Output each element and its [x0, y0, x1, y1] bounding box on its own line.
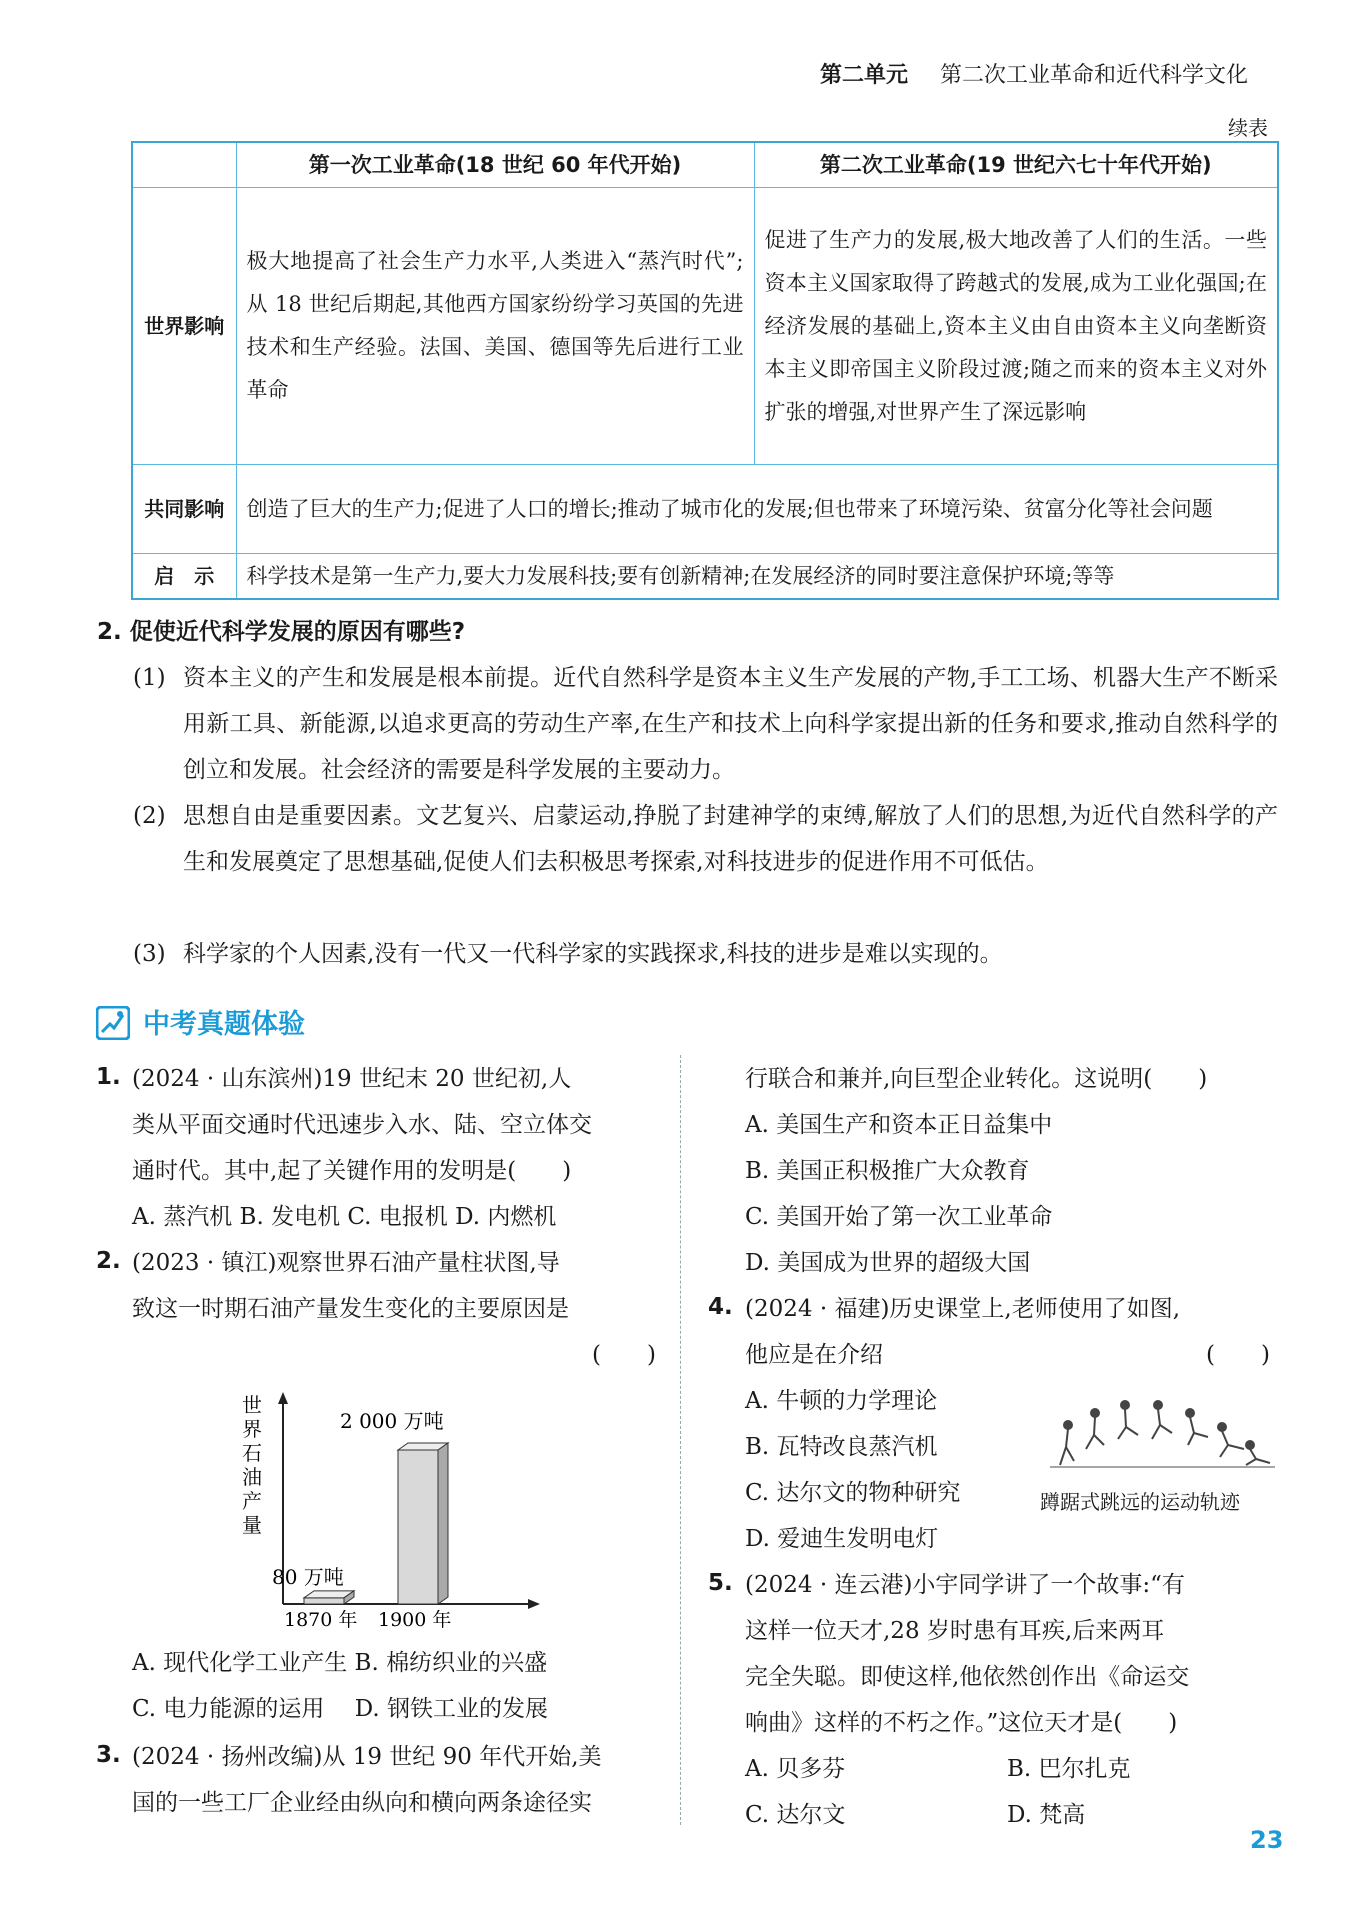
question-line: 通时代。其中,起了关键作用的发明是( ): [132, 1158, 572, 1184]
y-axis-arrow: [278, 1392, 288, 1404]
option-line: B. 美国正积极推广大众教育: [745, 1158, 1030, 1184]
option-row: [745, 1792, 1278, 1838]
question-line: 行联合和兼并,向巨型企业转化。这说明( ): [745, 1066, 1208, 1092]
reason-item-3: [133, 931, 1278, 977]
cell-insight: 科学技术是第一生产力,要大力发展科技;要有创新精神;在发展经济的同时要注意保护环境;等等: [236, 554, 1278, 600]
chart-bar: [304, 1591, 354, 1604]
table-row: [132, 188, 1278, 465]
question-line: (2024 · 扬州改编)从 19 世纪 90 年代开始,美: [132, 1744, 602, 1770]
option-line: C. 达尔文的物种研究: [745, 1480, 961, 1506]
option-line: A. 美国生产和资本正日益集中: [745, 1112, 1053, 1138]
chart-data-label: 80 万吨: [272, 1564, 344, 1589]
row-label-insight: 启 示: [132, 554, 236, 600]
option-line: A. 现代化学工业产生 B. 棉纺织业的兴盛: [132, 1650, 548, 1676]
cell-common-impact: 创造了巨大的生产力;促进了人口的增长;推动了城市化的发展;但也带来了环境污染、贫富分化等社会问题: [236, 465, 1278, 554]
column-divider: [680, 1055, 681, 1825]
chart-ylabel: 世界石油产量: [242, 1393, 262, 1537]
question-line: 完全失聪。即使这样,他依然创作出《命运交: [745, 1664, 1190, 1690]
row-label-world-impact: 世界影响: [132, 188, 236, 465]
question-line: 致这一时期石油产量发生变化的主要原因是: [132, 1296, 569, 1322]
col2-header: 第二次工业革命(19 世纪六七十年代开始): [754, 142, 1278, 188]
cell-first-revolution-impact: 极大地提高了社会生产力水平,人类进入“蒸汽时代”;从 18 世纪后期起,其他西方国家纷纷学习英国的先进技术和生产经验。法国、美国、德国等先后进行工业革命: [236, 188, 754, 465]
reason-item-1: [133, 655, 1278, 793]
option-b: B. 巴尔扎克: [1007, 1756, 1131, 1782]
table-row: [132, 465, 1278, 554]
question-number: 5.: [708, 1570, 733, 1596]
question-line: (2024 · 福建)历史课堂上,老师使用了如图,: [745, 1296, 1181, 1322]
chart-bar: [398, 1443, 448, 1604]
option-line: C. 美国开始了第一次工业革命: [745, 1204, 1053, 1230]
option-line: A. 蒸汽机 B. 发电机 C. 电报机 D. 内燃机: [132, 1204, 557, 1230]
question-number: 4.: [708, 1294, 733, 1320]
reasons-heading: 2. 促使近代科学发展的原因有哪些?: [97, 619, 466, 645]
reason-number: (2): [133, 803, 166, 829]
oil-production-chart: [240, 1390, 540, 1630]
col1-header: 第一次工业革命(18 世纪 60 年代开始): [236, 142, 754, 188]
option-line: D. 爱迪生发明电灯: [745, 1526, 939, 1552]
section-title: 中考真题体验: [143, 1009, 305, 1040]
answer-paren: ( ): [1206, 1342, 1270, 1368]
reason-item-2: [133, 793, 1278, 885]
option-d: D. 梵高: [1007, 1802, 1086, 1828]
reason-number: (1): [133, 665, 166, 691]
cell-second-revolution-impact: 促进了生产力的发展,极大地改善了人们的生活。一些资本主义国家取得了跨越式的发展,成为工业化强国;在经济发展的基础上,资本主义由自由资本主义向垄断资本主义即帝国主义阶段过渡;随之而来的资本主义对外扩张的增强,对世界产生了深远影响: [754, 188, 1278, 465]
option-line: C. 电力能源的运用 D. 钢铁工业的发展: [132, 1696, 548, 1722]
option-line: D. 美国成为世界的超级大国: [745, 1250, 1031, 1276]
question-1: [96, 1056, 666, 1240]
question-line: 类从平面交通时代迅速步入水、陆、空立体交: [132, 1112, 592, 1138]
table-row: [132, 554, 1278, 600]
question-line: 这样一位天才,28 岁时患有耳疾,后来两耳: [745, 1618, 1165, 1644]
question-line-text: 他应是在介绍: [745, 1342, 883, 1368]
page-number: 23: [1250, 1826, 1284, 1854]
question-line: [745, 1332, 1278, 1378]
question-2-options: [132, 1640, 672, 1732]
question-line: (2024 · 连云港)小宇同学讲了一个故事:“有: [745, 1572, 1185, 1598]
question-5: [708, 1562, 1278, 1838]
question-3: [96, 1734, 666, 1826]
question-2: [96, 1240, 666, 1378]
chart-tick-label: 1900 年: [378, 1609, 452, 1630]
table-header-row: [132, 142, 1278, 188]
table-corner: [132, 142, 236, 188]
question-number: 3.: [96, 1742, 121, 1768]
long-jump-figure-icon: [1050, 1395, 1275, 1475]
option-a: A. 贝多芬: [745, 1756, 846, 1782]
continue-label: 续表: [1228, 116, 1268, 140]
reason-number: (3): [133, 941, 166, 967]
reason-text: 科学家的个人因素,没有一代又一代科学家的实践探求,科技的进步是难以实现的。: [183, 941, 1003, 967]
option-line: B. 瓦特改良蒸汽机: [745, 1434, 938, 1460]
chart-tick-label: 1870 年: [284, 1609, 358, 1630]
image-caption: 蹲踞式跳远的运动轨迹: [1040, 1490, 1240, 1514]
option-c: C. 达尔文: [745, 1802, 846, 1828]
question-line: 响曲》这样的不朽之作。”这位天才是( ): [745, 1710, 1178, 1736]
chart-data-label: 2 000 万吨: [340, 1409, 444, 1433]
question-number: 2.: [96, 1248, 121, 1274]
answer-paren: ( ): [592, 1342, 656, 1368]
question-3-continued: [745, 1056, 1275, 1286]
question-line: 国的一些工厂企业经由纵向和横向两条途径实: [132, 1790, 592, 1816]
reason-text: 资本主义的产生和发展是根本前提。近代自然科学是资本主义生产发展的产物,手工工场、机器大生产不断采用新工具、新能源,以追求更高的劳动生产率,在生产和技术上向科学家提出新的任务和要求,推动自然科学的创立和发展。社会经济的需要是科学发展的主要动力。: [183, 665, 1278, 783]
question-line: (2023 · 镇江)观察世界石油产量柱状图,导: [132, 1250, 560, 1276]
option-row: [745, 1746, 1278, 1792]
unit-title: 第二次工业革命和近代科学文化: [940, 63, 1249, 88]
x-axis-arrow: [528, 1599, 540, 1609]
row-label-common-impact: 共同影响: [132, 465, 236, 554]
question-line: (2024 · 山东滨州)19 世纪末 20 世纪初,人: [132, 1066, 572, 1092]
reason-text: 思想自由是重要因素。文艺复兴、启蒙运动,挣脱了封建神学的束缚,解放了人们的思想,为近代自然科学的产生和发展奠定了思想基础,促使人们去积极思考探索,对科技进步的促进作用不可低估。: [183, 803, 1278, 875]
comparison-table: [131, 141, 1279, 600]
unit-label: 第二单元: [820, 63, 909, 88]
option-line: A. 牛顿的力学理论: [745, 1388, 938, 1414]
question-number: 1.: [96, 1064, 121, 1090]
running-figure-icon: [96, 1006, 130, 1040]
